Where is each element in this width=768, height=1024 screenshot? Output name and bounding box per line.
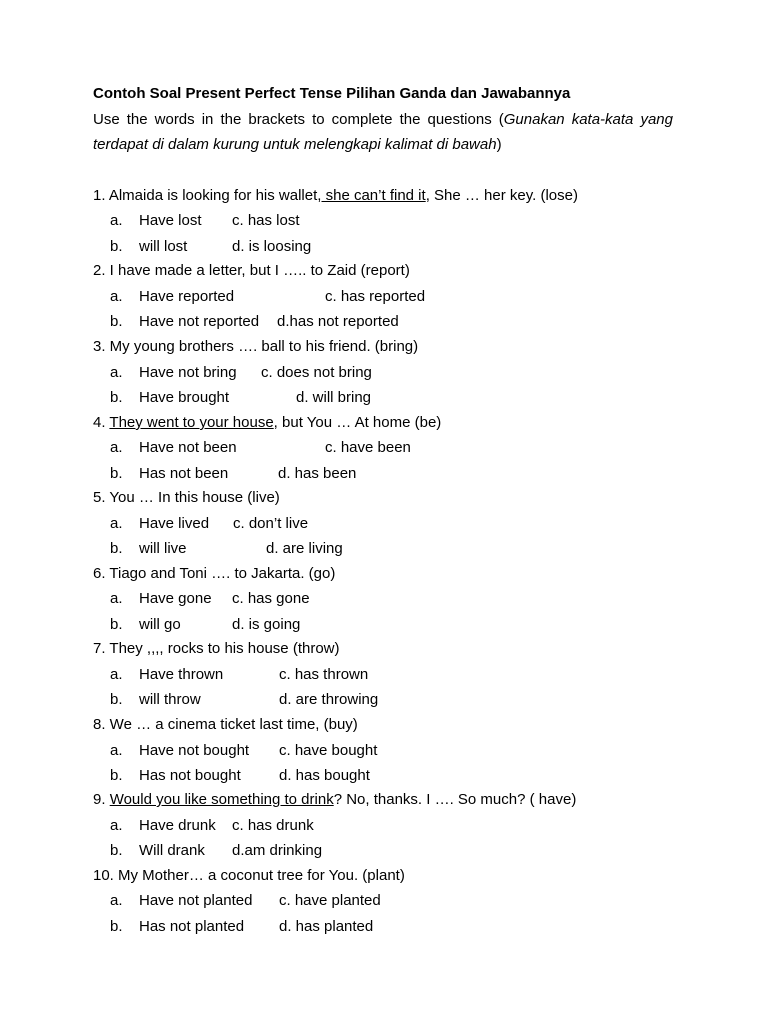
option-c: c. has drunk bbox=[232, 817, 314, 834]
option-letter: b. bbox=[110, 540, 123, 557]
option-c: c. don’t live bbox=[233, 515, 309, 532]
option-c: c. has gone bbox=[232, 590, 310, 607]
question-underlined-text: , she can’t find it bbox=[317, 187, 426, 204]
option-a: Have not been bbox=[139, 439, 237, 456]
question-text: 9. bbox=[93, 791, 110, 808]
question-text: ? No, thanks. I …. So much? ( have) bbox=[333, 791, 577, 808]
option-letter: b. bbox=[110, 465, 123, 482]
question-underlined-text: Would you like something to drink bbox=[109, 791, 334, 808]
option-b: Have not reported bbox=[139, 313, 260, 330]
question-underlined-text: They went to your house bbox=[109, 414, 274, 431]
option-a: Have thrown bbox=[139, 666, 224, 683]
option-c: c. have bought bbox=[279, 742, 378, 759]
option-b: will lost bbox=[139, 238, 188, 255]
question-text: 4. bbox=[93, 414, 110, 431]
question-text: 3. My young brothers …. ball to his friend. (bring) bbox=[93, 338, 419, 355]
option-a: Have not planted bbox=[139, 892, 253, 909]
option-letter: b. bbox=[110, 842, 123, 859]
question-3 bbox=[93, 338, 418, 355]
option-a: Have gone bbox=[139, 590, 212, 607]
option-d: d. has planted bbox=[279, 918, 374, 935]
question-10 bbox=[93, 867, 405, 884]
option-b: Have brought bbox=[139, 389, 230, 406]
option-letter: b. bbox=[110, 918, 123, 935]
option-d: d.am drinking bbox=[232, 842, 323, 859]
option-c: c. does not bring bbox=[261, 364, 372, 381]
question-text: 6. Tiago and Toni …. to Jakarta. (go) bbox=[93, 565, 336, 582]
question-5 bbox=[93, 489, 280, 506]
option-letter: b. bbox=[110, 238, 123, 255]
option-letter: a. bbox=[110, 817, 123, 834]
option-b: will live bbox=[139, 540, 187, 557]
option-a: Have lived bbox=[139, 515, 210, 532]
instruction-italic-text: terdapat di dalam kurung untuk melengkapi kalimat di bawah bbox=[93, 136, 497, 153]
question-6 bbox=[93, 565, 335, 582]
option-letter: a. bbox=[110, 212, 123, 229]
option-letter: b. bbox=[110, 767, 123, 784]
question-9 bbox=[93, 791, 576, 808]
instruction-italic-text: Gunakan kata-kata yang bbox=[503, 111, 673, 128]
option-c: c. has lost bbox=[232, 212, 300, 229]
option-letter: b. bbox=[110, 389, 123, 406]
question-7 bbox=[93, 640, 340, 657]
question-text: , She … her key. (lose) bbox=[425, 187, 578, 204]
option-c: c. have been bbox=[325, 439, 411, 456]
option-c: c. have planted bbox=[279, 892, 381, 909]
option-d: d.has not reported bbox=[277, 313, 399, 330]
option-b: Has not been bbox=[139, 465, 229, 482]
question-text: 2. I have made a letter, but I ….. to Zaid (report) bbox=[93, 262, 410, 279]
instruction-line-2 bbox=[93, 136, 502, 153]
option-letter: a. bbox=[110, 590, 123, 607]
question-1 bbox=[93, 187, 578, 204]
option-d: d. has bought bbox=[279, 767, 370, 784]
option-d: d. are throwing bbox=[279, 691, 379, 708]
option-a: Have not bought bbox=[139, 742, 250, 759]
question-text: 10. My Mother… a coconut tree for You. (plant) bbox=[93, 867, 405, 884]
option-b: Will drank bbox=[139, 842, 205, 859]
question-text: 8. We … a cinema ticket last time, (buy) bbox=[93, 716, 358, 733]
question-text: 7. They ,,,, rocks to his house (throw) bbox=[93, 640, 340, 657]
option-letter: b. bbox=[110, 313, 123, 330]
option-d: d. are living bbox=[266, 540, 343, 557]
option-d: d. has been bbox=[278, 465, 357, 482]
question-2 bbox=[93, 262, 410, 279]
option-c: c. has thrown bbox=[279, 666, 369, 683]
option-letter: a. bbox=[110, 288, 123, 305]
option-letter: a. bbox=[110, 666, 123, 683]
instruction-text: ) bbox=[496, 136, 502, 153]
option-d: d. is going bbox=[232, 616, 301, 633]
option-b: Has not planted bbox=[139, 918, 245, 935]
option-d: d. will bring bbox=[296, 389, 372, 406]
question-4 bbox=[93, 414, 441, 431]
question-text: , but You … At home (be) bbox=[273, 414, 442, 431]
option-a: Have lost bbox=[139, 212, 202, 229]
option-a: Have not bring bbox=[139, 364, 237, 381]
question-8 bbox=[93, 716, 358, 733]
option-b: will throw bbox=[139, 691, 201, 708]
option-a: Have drunk bbox=[139, 817, 216, 834]
option-d: d. is loosing bbox=[232, 238, 312, 255]
document-title: Contoh Soal Present Perfect Tense Pilihan Ganda dan Jawabannya bbox=[93, 85, 571, 102]
option-letter: a. bbox=[110, 515, 123, 532]
question-text: 5. You … In this house (live) bbox=[93, 489, 280, 506]
option-a: Have reported bbox=[139, 288, 235, 305]
option-c: c. has reported bbox=[325, 288, 426, 305]
option-letter: a. bbox=[110, 742, 123, 759]
question-text: 1. Almaida is looking for his wallet bbox=[93, 187, 318, 204]
option-letter: b. bbox=[110, 616, 123, 633]
option-letter: a. bbox=[110, 364, 123, 381]
instruction-line-1 bbox=[93, 111, 673, 128]
option-letter: a. bbox=[110, 439, 123, 456]
option-b: Has not bought bbox=[139, 767, 241, 784]
instruction-text: Use the words in the brackets to complete the questions ( bbox=[93, 111, 504, 128]
option-letter: b. bbox=[110, 691, 123, 708]
option-b: will go bbox=[139, 616, 181, 633]
option-letter: a. bbox=[110, 892, 123, 909]
